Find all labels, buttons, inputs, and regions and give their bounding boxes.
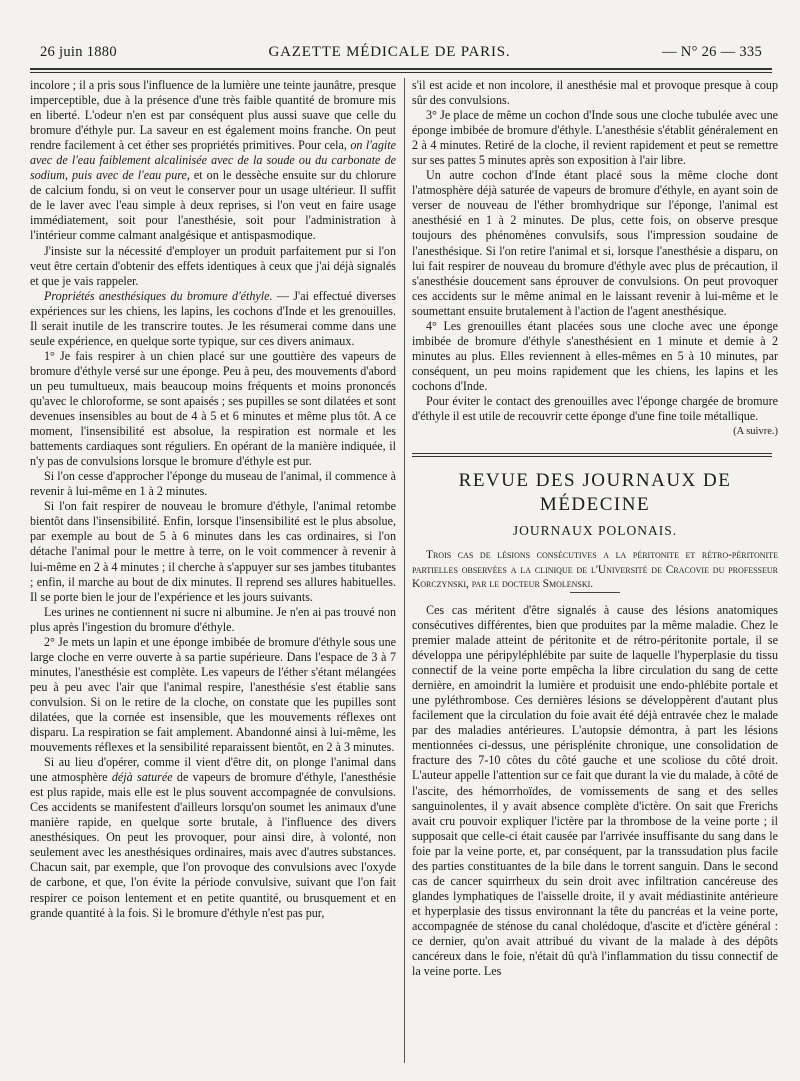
section-heading-paragraph: Propriétés anesthésiques du bromure d'éthyle. — J'ai effectué diverses expériences sur les chiens, les lapins, les cochons d'Inde et les grenouilles. Il serait inutile de les transcrire toutes. Je les résumerai comme dans une seule expérience, en quelque sorte typique, sur ces divers animaux. xyxy=(30,288,396,348)
paragraph: Pour éviter le contact des grenouilles avec l'éponge chargée de bromure d'éthyle il est utile de recouvrir cette éponge d'une fine toile métallique. xyxy=(412,393,778,424)
paragraph: Si l'on cesse d'approcher l'éponge du museau de l'animal, il commence à revenir à lui-même en 1 à 2 minutes. xyxy=(30,469,396,499)
paragraph: Ces cas méritent d'être signalés à cause des lésions anatomiques consécutives différentes, bien que produites par la même maladie. Chez le premier malade atteint de péritonite et de rétro-péritonite portale, il se développa une péripyléphlébite par suite de laquelle l'hyperplasie du tissu connectif de la veine porte empêcha la libre circulation du sang de cette dernière, en amoindrit la lumière et produisit une endo-phlébite portale et une pyléthrombose. Ces dernières lésions se développèrent d'autant plus facilement que la circulation du foie avait été déjà entravée chez le malade par des maladies antérieures. L'autopsie démontra, à part les lésions mentionnées ci-dessus, une périsplénite chronique, une consolidation de fracture des 7-10 côtes du côté gauche et une scoliose du côté droit. L'auteur appelle l'attention sur ce fait que durant la vie du malade, à côté de l'ascite, des hémorrhoïdes, de vomissements de sang et des selles sanguinolentes, il y avait absence complète d'ictère. On sait que Frerichs avait cru pouvoir expliquer l'ictère par la thrombose de la veine porte ; il supposait que celle-ci était causée par l'arrivée insuffisante du sang dans le foie par la veine porte, et, par conséquent, par la transsudation plus facile des parties constituantes de la bile dans le torrent sanguin. Dans le second cas de cancer squirrheux du sein droit avec infiltration cancéreuse des glandes lymphatiques de l'aisselle droite, il y avait médiastinite antérieure et hyperplasie des tissus environnant la tête du pancréas et la veine porte, accompagnée de sténose du canal cholédoque, d'ascite et d'ictère général : ce dernier, qu'on avait attribué du vivant de la malade à des dépôts cancéreux dans le foie, n'était dû qu'à l'inflammation du tissu connectif de la veine porte. Les xyxy=(412,602,778,979)
paragraph: J'insiste sur la nécessité d'employer un produit parfaitement pur si l'on veut être certain d'obtenir des effets identiques à ceux que j'ai déjà signalés et que je vais rappeler. xyxy=(30,243,396,288)
header-date: 26 juin 1880 xyxy=(40,44,117,60)
to-be-continued: (A suivre.) xyxy=(733,426,778,438)
article-title: Trois cas de lésions consécutives a la péritonite et rétro-péritonite partielles observées a la clinique de l'Université de Cracovie du professeur Korczynski, par le docteur Smolenski. xyxy=(412,549,778,591)
paragraph: 1° Je fais respirer à un chien placé sur une gouttière des vapeurs de bromure d'éthyle versé sur une éponge. Peu à peu, des mouvements d'abord un peu tumultueux, mais beaucoup moins fréquents et moins prononcés qu'avec le chloroforme, se sont apaisés ; ses pupilles se sont dilatées et sont devenues insensibles au bout de 4 à 5 et 6 minutes et même plus tôt. A ce moment, l'insensibilité est absolue, la respiration est normale et les battements cardiaques sont réguliers. En opérant de la manière indiquée, il n'y pas de convulsions lorsque le bromure d'éthyle est pur. xyxy=(30,348,396,469)
subsection-title: JOURNAUX POLONAIS. xyxy=(512,523,678,539)
journal-title: GAZETTE MÉDICALE DE PARIS. xyxy=(268,44,511,60)
section-separator xyxy=(412,453,772,457)
left-column xyxy=(30,78,396,921)
paragraph: Un autre cochon d'Inde étant placé sous la même cloche dont l'atmosphère déjà saturée de vapeurs de bromure d'éthyle, en ayant soin de verser de nouveau de l'éther bromhydrique sur l'éponge, l'animal est anesthésié en 1 à 2 minutes. De plus, cette fois, on observe presque toujours des phénomènes convulsifs, sous l'impression soudaine de l'anesthésique. Si l'on retire l'animal et si, lorsque l'anesthésie a disparu, on lui fait respirer de nouveau du bromure d'éthyle avec plus de précaution, il s'anesthésie doucement sans éprouver de convulsions. On peut provoquer ces accidents sur le même animal en le laissant revenir à lui-même et le soumettant ensuite brutalement à l'action de l'agent anesthésique. xyxy=(412,168,778,318)
right-column xyxy=(412,78,778,979)
page-header xyxy=(40,44,762,61)
paragraph: s'il est acide et non incolore, il anesthésie mal et provoque presque à coup sûr des convulsions. xyxy=(412,78,778,108)
paragraph: 2° Je mets un lapin et une éponge imbibée de bromure d'éthyle sous une large cloche en verre ouverte à sa partie supérieure. Dans l'espace de 3 à 7 minutes, l'anesthésie est complète. Les vapeurs de l'éther s'étant mélangées peu à peu avec l'air que l'animal respire, l'anesthésie s'est établie sans convulsion. Si on le retire de la cloche, on constate que les pupilles sont dilatées, que la cornée est insensible, que les mouvements réflexes ont disparu. La respiration se fait amplement. Abandonné ainsi à lui-même, les mouvements réflexes et la sensibilité reparaissent bientôt, en 2 à 3 minutes. xyxy=(30,634,396,755)
issue-page-number: — N° 26 — 335 xyxy=(662,44,762,60)
paragraph: incolore ; il a pris sous l'influence de la lumière une teinte jaunâtre, presque imperceptible, due à la présence d'une très faible quantité de bromure mis en liberté. L'odeur n'en est par conséquent plus aussi suave que celle du bromure d'éthyle pur. La saveur en est également moins franche. On peut rendre facilement à cet éther ses propriétés primitives. Pour cela, on l'agite avec de l'eau faiblement alcalinisée avec de la soude ou du carbonate de sodium, puis avec de l'eau pure, et on le dessèche ensuite sur du chlorure de calcium fondu, si on veut le conserver pour un usage ultérieur. Il suffit de le laver avec l'eau simple à deux reprises, si l'on veut en faire usage immédiatement, soit pour l'anesthésie, soit pour l'administration à l'intérieur comme calmant analgésique et antispasmodique. xyxy=(30,78,396,243)
paragraph: 3° Je place de même un cochon d'Inde sous une cloche tubulée avec une éponge imbibée de bromure d'éthyle. L'anesthésie s'établit généralement en 2 à 4 minutes. Retiré de la cloche, il revient rapidement et peut se remettre sur ses pattes 5 minutes après son exposition à l'air libre. xyxy=(412,108,778,168)
section-heading: Propriétés anesthésiques du bromure d'éthyle. xyxy=(44,288,273,303)
column-divider xyxy=(404,78,405,1063)
header-rule xyxy=(30,68,772,73)
paragraph: 4° Les grenouilles étant placées sous une cloche avec une éponge imbibée de bromure d'éthyle s'anesthésient en 1 minute et demie à 2 minutes au plus. Elles reviennent à elles-mêmes en 5 à 10 minutes, par conséquent, un peu moins rapidement que les chiens, les lapins et les cochons d'Inde. xyxy=(412,318,778,393)
paragraph: Les urines ne contiennent ni sucre ni albumine. Je n'en ai pas trouvé non plus après l'ingestion du bromure d'éthyle. xyxy=(30,604,396,634)
short-rule xyxy=(570,592,620,593)
paragraph: Si l'on fait respirer de nouveau le bromure d'éthyle, l'animal retombe bientôt dans l'insensibilité. Enfin, lorsque l'insensibilité est le plus absolue, par exemple au bout de 5 à 6 minutes dans les cas ordinaires, si l'on détache l'animal pour le mettre à terre, on le voit commencer à revenir à lui-même en 2 à 4 minutes ; il cherche à s'appuyer sur ses jambes titubantes ; enfin, il marche au bout de dix minutes. Il reprend ses allures habituelles. Il se porte bien le jour de l'expérience et les jours suivants. xyxy=(30,499,396,604)
section-title: REVUE DES JOURNAUX DE MÉDECINE xyxy=(458,470,732,516)
paragraph: Si au lieu d'opérer, comme il vient d'être dit, on plonge l'animal dans une atmosphère déjà saturée de vapeurs de bromure d'éthyle, l'anesthésie est plus rapide, mais elle est le plus souvent accompagnée de convulsions. Ces accidents se manifestent d'ailleurs lorsqu'on soumet les animaux d'une manière rapide, en quelque sorte brutale, à l'influence des divers anesthésiques. On peut les provoquer, pour ainsi dire, à volonté, non seulement avec les anesthésiques ordinaires, mais avec d'autres substances. Chacun sait, par exemple, que l'on provoque des convulsions avec l'oxyde de carbone, et que, l'on évite la période convulsive, suivant que l'on fait respirer ce poison lentement et en petite quantité, ou brusquement et en grande quantité à la fois. Si le bromure d'éthyle n'est pas pur, xyxy=(30,755,396,920)
